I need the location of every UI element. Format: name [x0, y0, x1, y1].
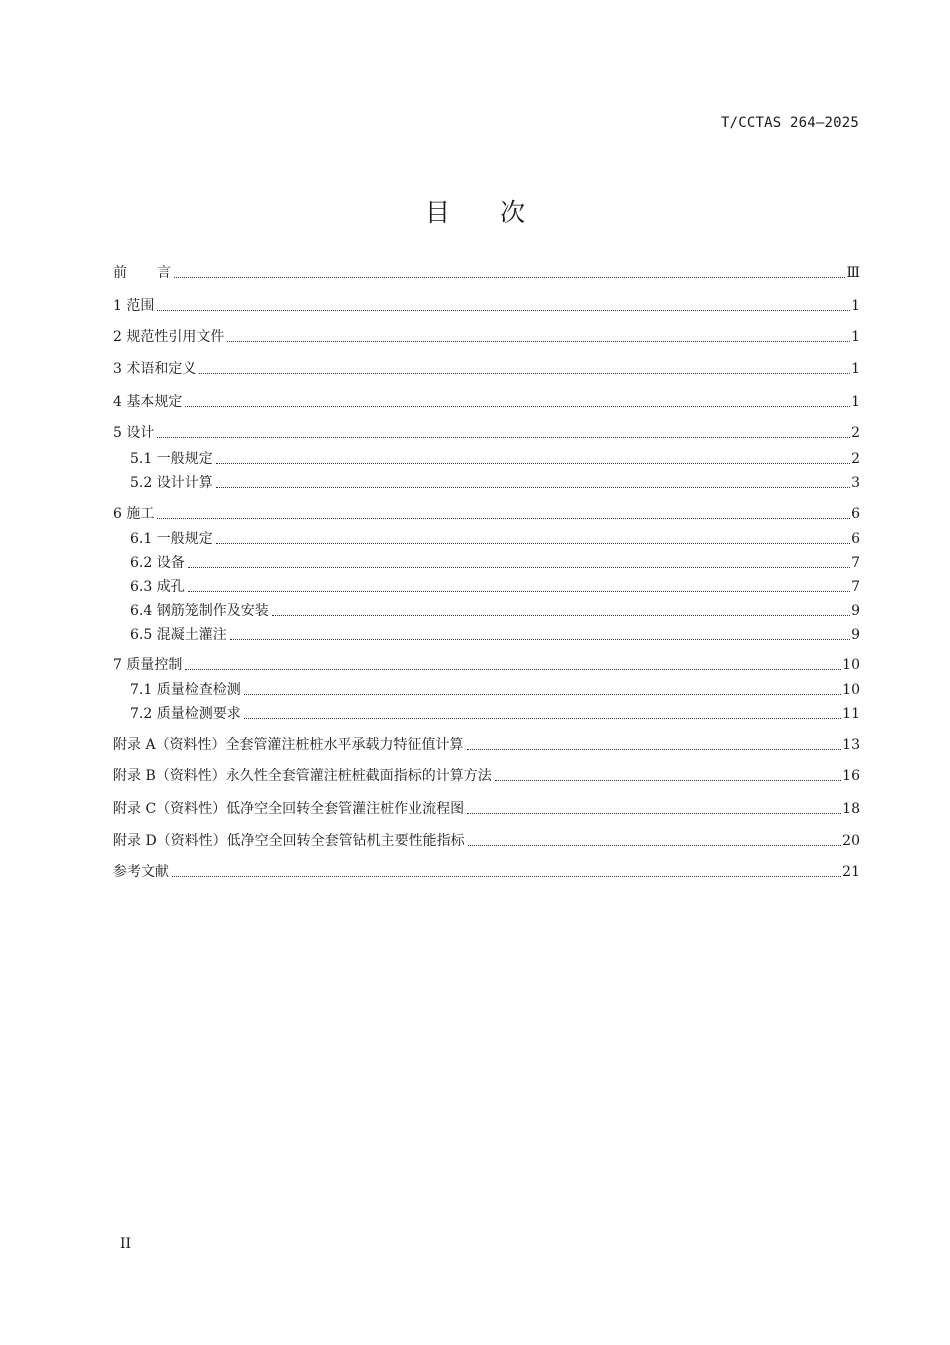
toc-entry-page: 6 — [851, 531, 860, 547]
toc-dot-leader — [172, 876, 841, 877]
toc-dot-leader — [185, 669, 841, 670]
toc-entry-page: 20 — [842, 833, 860, 849]
table-of-contents — [113, 0, 860, 1345]
toc-entry-label: 附录 D（资料性）低净空全回转全套管钻机主要性能指标 — [113, 833, 465, 849]
toc-entry-label: 前言 — [113, 265, 171, 281]
toc-dot-leader — [216, 487, 850, 488]
toc-entry[interactable] — [113, 423, 860, 443]
toc-entry[interactable] — [130, 680, 860, 700]
toc-entry[interactable] — [130, 577, 860, 597]
toc-entry-label: 1 范围 — [113, 298, 155, 314]
toc-dot-leader — [468, 845, 841, 846]
toc-entry[interactable] — [113, 359, 860, 379]
toc-dot-leader — [244, 694, 841, 695]
toc-entry[interactable] — [113, 655, 860, 675]
toc-entry-label: 参考文献 — [113, 864, 169, 880]
toc-entry[interactable] — [113, 766, 860, 786]
toc-entry[interactable] — [113, 735, 860, 755]
toc-entry-label: 6.3 成孔 — [130, 579, 185, 595]
toc-entry[interactable] — [130, 704, 860, 724]
toc-entry[interactable] — [130, 625, 860, 645]
toc-entry-page: 1 — [851, 298, 860, 314]
toc-entry-page: 16 — [842, 768, 860, 784]
toc-entry-page: 2 — [851, 425, 860, 441]
toc-entry-label: 附录 A（资料性）全套管灌注桩桩水平承载力特征值计算 — [113, 737, 464, 753]
toc-entry-label: 附录 B（资料性）永久性全套管灌注桩桩截面指标的计算方法 — [113, 768, 492, 784]
toc-entry-page: 9 — [851, 603, 860, 619]
toc-entry-label: 7.2 质量检测要求 — [130, 706, 241, 722]
toc-entry-label: 6.4 钢筋笼制作及安装 — [130, 603, 269, 619]
toc-entry[interactable] — [113, 296, 860, 316]
toc-entry-page: 7 — [851, 579, 860, 595]
toc-entry-page: 7 — [851, 555, 860, 571]
toc-entry[interactable] — [113, 799, 860, 819]
toc-entry[interactable] — [130, 553, 860, 573]
toc-entry[interactable] — [113, 862, 860, 882]
toc-dot-leader — [467, 813, 841, 814]
toc-dot-leader — [272, 615, 850, 616]
toc-entry-page: 2 — [851, 451, 860, 467]
toc-title: 目次 — [424, 198, 575, 227]
toc-entry-label: 6.5 混凝土灌注 — [130, 627, 227, 643]
toc-entry-page: 10 — [842, 682, 860, 698]
toc-entry-label: 附录 C（资料性）低净空全回转全套管灌注桩作业流程图 — [113, 801, 465, 817]
toc-entry-label: 5 设计 — [113, 425, 155, 441]
toc-dot-leader — [230, 639, 850, 640]
toc-dot-leader — [495, 780, 841, 781]
toc-entry-label: 6.2 设备 — [130, 555, 185, 571]
toc-entry-page: 1 — [851, 394, 860, 410]
toc-dot-leader — [188, 591, 850, 592]
toc-entry[interactable] — [113, 504, 860, 524]
toc-entry-label: 2 规范性引用文件 — [113, 329, 225, 345]
toc-entry-label: 6 施工 — [113, 506, 155, 522]
toc-entry-page: 9 — [851, 627, 860, 643]
document-id: T/CCTAS 264—2025 — [720, 115, 859, 131]
toc-entry-page: 21 — [842, 864, 860, 880]
toc-entry[interactable] — [130, 601, 860, 621]
toc-dot-leader — [185, 406, 850, 407]
toc-entry-page: Ⅲ — [846, 265, 860, 281]
toc-entry-label: 3 术语和定义 — [113, 361, 197, 377]
toc-entry-page: 1 — [851, 329, 860, 345]
toc-entry[interactable] — [113, 327, 860, 347]
toc-dot-leader — [174, 277, 845, 278]
toc-entry-label: 5.1 一般规定 — [130, 451, 213, 467]
toc-entry[interactable] — [113, 392, 860, 412]
toc-entry-page: 11 — [842, 706, 860, 722]
toc-entry-label: 6.1 一般规定 — [130, 531, 213, 547]
toc-entry-page: 3 — [851, 475, 860, 491]
footer-page-number: II — [120, 1236, 132, 1252]
toc-entry-label: 7 质量控制 — [113, 657, 183, 673]
toc-dot-leader — [244, 718, 841, 719]
toc-entry-label: 4 基本规定 — [113, 394, 183, 410]
toc-entry[interactable] — [130, 529, 860, 549]
toc-entry[interactable] — [130, 473, 860, 493]
toc-entry-page: 18 — [842, 801, 860, 817]
toc-entry[interactable] — [130, 449, 860, 469]
toc-dot-leader — [227, 341, 850, 342]
toc-entry[interactable] — [113, 831, 860, 851]
toc-entry-label: 7.1 质量检查检测 — [130, 682, 241, 698]
toc-dot-leader — [188, 567, 850, 568]
toc-entry-label: 5.2 设计计算 — [130, 475, 213, 491]
toc-dot-leader — [157, 518, 850, 519]
toc-dot-leader — [467, 749, 842, 750]
toc-entry-page: 6 — [851, 506, 860, 522]
toc-dot-leader — [216, 543, 850, 544]
toc-entry-page: 1 — [851, 361, 860, 377]
toc-entry-page: 13 — [842, 737, 860, 753]
toc-dot-leader — [157, 310, 850, 311]
toc-dot-leader — [199, 373, 850, 374]
toc-dot-leader — [216, 463, 850, 464]
toc-entry[interactable] — [113, 263, 860, 283]
toc-entry-page: 10 — [842, 657, 860, 673]
toc-dot-leader — [157, 437, 850, 438]
